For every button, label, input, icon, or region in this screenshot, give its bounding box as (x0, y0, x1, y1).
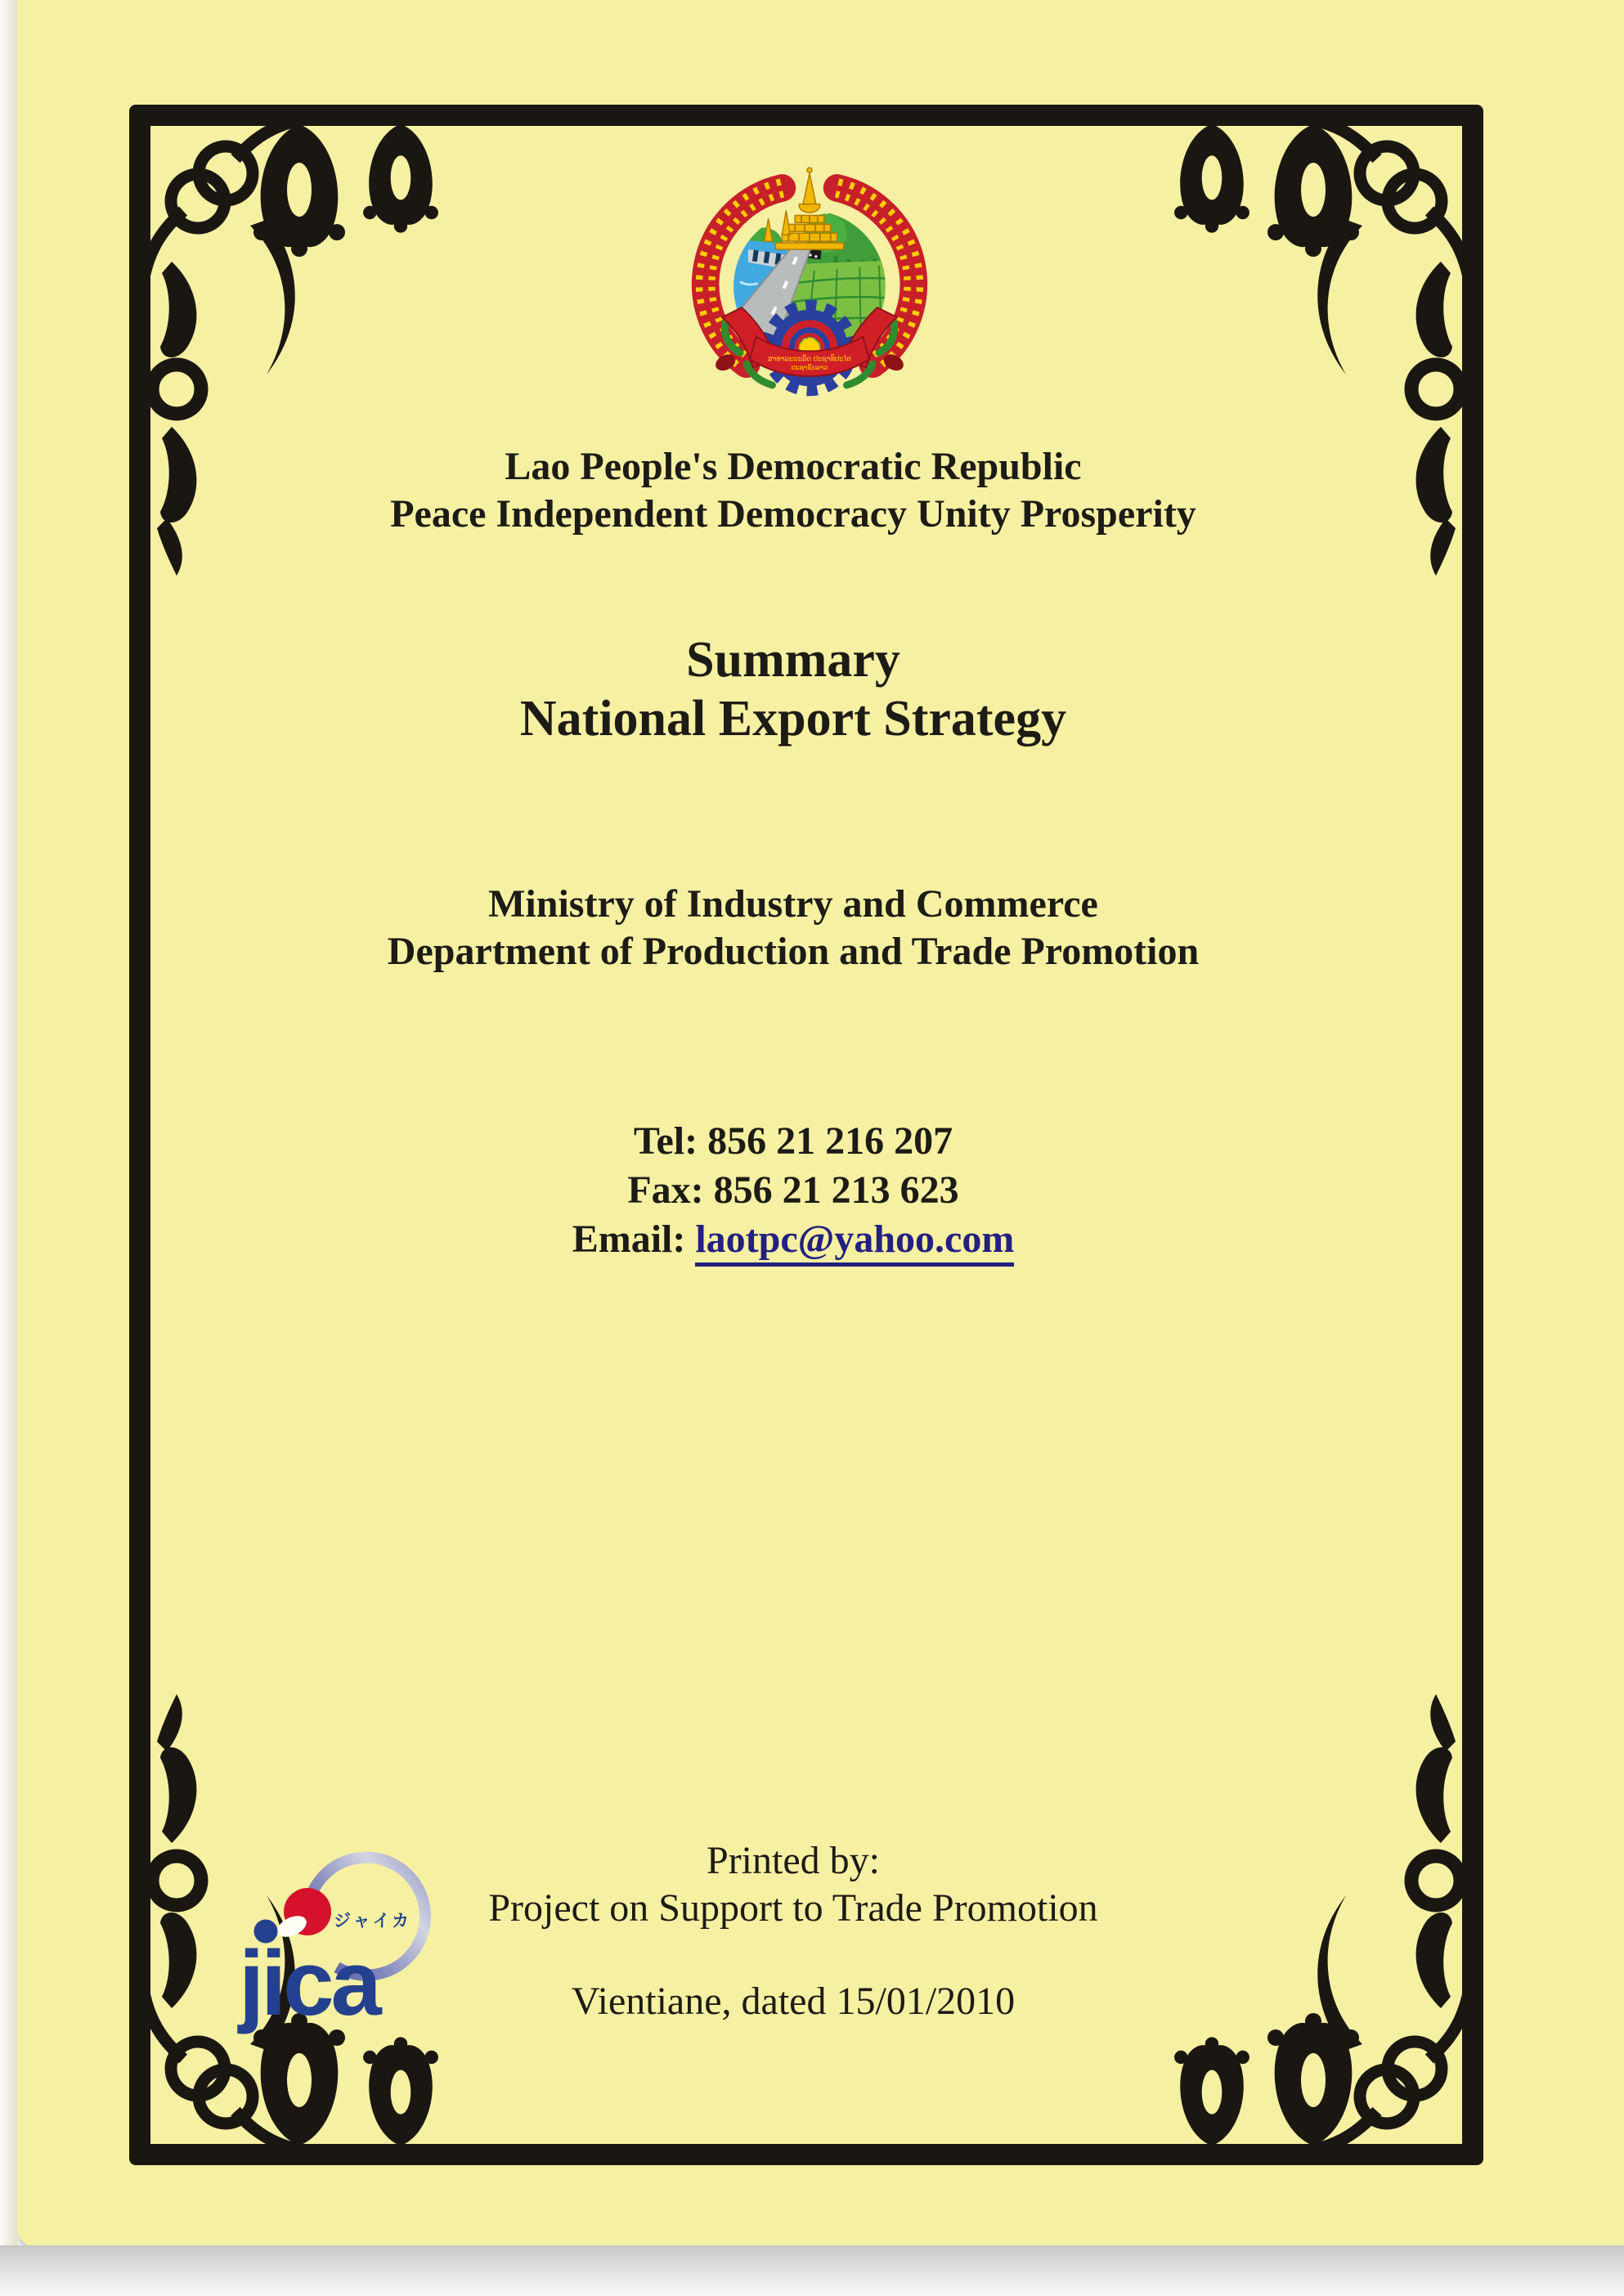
fax-value: 856 21 213 623 (713, 1168, 959, 1212)
email-line (129, 1217, 1457, 1262)
title-line2: National Export Strategy (519, 691, 1067, 747)
printed-by-label: Printed by: (707, 1839, 880, 1882)
emblem-motto-line2: ປະຊາຊົນລາວ (791, 364, 828, 372)
scan-bottom-edge (0, 2245, 1624, 2296)
tel-line (129, 1119, 1457, 1164)
department-name: Department of Production and Trade Promotion (387, 930, 1200, 973)
fax-label: Fax: (627, 1168, 704, 1212)
national-motto: Peace Independent Democracy Unity Prosperity (390, 492, 1196, 536)
title-line1: Summary (686, 632, 900, 688)
country-name: Lao People's Democratic Republic (505, 445, 1082, 488)
jica-wordmark: jica (239, 1932, 379, 2034)
scan-left-edge (0, 0, 18, 2296)
fax-line (129, 1168, 1457, 1213)
lao-national-emblem-icon (672, 160, 947, 403)
place-and-date: Vientiane, dated 15/01/2010 (571, 1980, 1016, 2023)
jica-katakana: ジャイカ (334, 1911, 411, 1931)
tel-label: Tel: (633, 1119, 698, 1163)
ministry-name: Ministry of Industry and Commerce (488, 882, 1098, 926)
emblem-motto-line1: ສາທາລະນະລັດ ປະຊາທິປະໄຕ (768, 354, 851, 363)
email-label: Email: (572, 1218, 686, 1261)
printer-name: Project on Support to Trade Promotion (488, 1886, 1098, 1930)
tel-value: 856 21 216 207 (707, 1119, 953, 1163)
email-link[interactable]: laotpc@yahoo.com (695, 1218, 1014, 1267)
